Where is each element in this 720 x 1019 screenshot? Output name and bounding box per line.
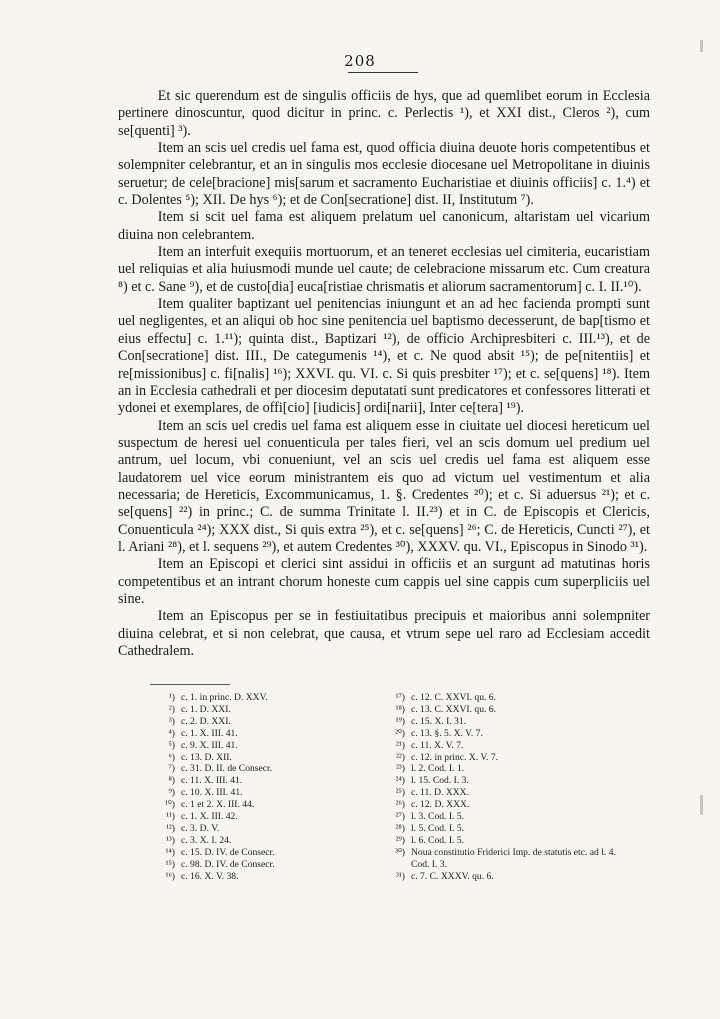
paragraph: Item si scit uel fama est aliquem prelatum uel canonicum, altaristam uel vicarium diuina non celebrantem.: [118, 209, 650, 243]
footnote: [385, 763, 630, 775]
footnote: [155, 752, 370, 764]
footnote-text: c. 1. in princ. D. XXV.: [181, 692, 268, 703]
footnote: [385, 835, 630, 847]
footnote-text: c. 98. D. IV. de Consecr.: [181, 858, 275, 870]
footnote-text: c. 2. D. XXI.: [181, 715, 231, 727]
footnote-text: c. 7. C. XXXV. qu. 6.: [411, 870, 494, 882]
footnote-text: c. 15. X. I. 31.: [411, 715, 467, 727]
footnote-number: ⁸): [168, 775, 175, 787]
footnote-text: l. 6. Cod. I. 5.: [411, 834, 465, 846]
footnote-number: ²¹): [396, 739, 405, 751]
footnote-number: ³⁰): [395, 846, 405, 858]
footnote: [385, 811, 630, 823]
footnote-text: l. 3. Cod. I. 5.: [411, 811, 465, 823]
footnote-number: ¹⁵): [165, 858, 175, 870]
page-number: 208: [344, 52, 376, 70]
footnote: [155, 811, 370, 823]
footnote-number: ²⁴): [395, 775, 405, 787]
footnote-text: c. 12. D. XXX.: [411, 799, 470, 811]
footnote-text: c. 13. C. XXVI. qu. 6.: [411, 703, 497, 715]
footnote: [155, 728, 370, 740]
footnote: [385, 847, 630, 871]
footnote-text: c. 13. §. 5. X. V. 7.: [411, 727, 483, 739]
footnote-number: ¹): [168, 692, 175, 703]
footnote-text: c. 1. X. III. 42.: [181, 811, 238, 823]
footnote-text: c. 12. C. XXVI. qu. 6.: [411, 692, 497, 703]
footnote: [385, 704, 630, 716]
footnote: [155, 871, 370, 883]
footnote-text: c. 11. X. V. 7.: [411, 739, 464, 751]
footnote-number: ⁷): [168, 763, 175, 775]
paragraph: Item qualiter baptizant uel penitencias iniungunt et an ad hec facienda prompti sunt uel negligentes, et an aliqui ob hoc sine penitencia uel baptismo decesserunt, de bap[tismo et eius effectu] c. 1.¹¹); quinta dist., Baptizari ¹²), de officio Archipresbiteri c. III.¹³), et de Con[secratione] dist. III., De categumenis ¹⁴), et c. Ne quod absit ¹⁵); de pe[nitentiis] et re[missionibus] c. fi[nalis] ¹⁶); XXVI. qu. VI. c. Si quis presbiter ¹⁷); et c. se[quens] ¹⁸). Item an in Ecclesia cathedrali et per diocesim deputatati sunt predicatores et confessores litterati et ydonei et exemplares, de offi[cio] [iudicis] ordi[narii], Inter ce[tera] ¹⁹).: [118, 296, 650, 417]
footnote: [385, 799, 630, 811]
footnote: [155, 763, 370, 775]
footnote-text: c. 1 et 2. X. III. 44.: [181, 799, 255, 811]
footnote-number: ¹³): [166, 834, 175, 846]
page-number-rule: [348, 72, 418, 73]
footnote: [155, 859, 370, 871]
footnote-number: ¹⁷): [395, 692, 405, 703]
footnote-number: ¹⁰): [165, 799, 175, 811]
footnote-number: ²⁶): [395, 799, 405, 811]
paragraph: Item an Episcopus per se in festiuitatibus precipuis et maioribus anni solempniter diuina celebrat, et si non celebrat, que causa, et vtrum sepe uel raro ad Ecclesiam accedit Cathedralem.: [118, 608, 650, 659]
footnote-number: ¹⁸): [395, 703, 405, 715]
footnote: [385, 752, 630, 764]
footnote-text: c. 1. X. III. 41.: [181, 727, 238, 739]
footnote-number: ¹⁴): [165, 846, 175, 858]
footnote-text: c. 9. X. III. 41.: [181, 739, 238, 751]
footnote-text: l. 2. Cod. I. 1.: [411, 763, 465, 775]
footnote-number: ²⁷): [395, 811, 405, 823]
footnote-number: ²⁵): [395, 787, 405, 799]
footnote: [385, 692, 630, 704]
footnote-number: ¹⁹): [395, 715, 405, 727]
paragraph: Et sic querendum est de singulis officiis de hys, que ad quemlibet eorum in Ecclesia pertinere dinoscuntur, quod dicitur in princ. c. Perlectis ¹), et XXI dist., Cleros ²), cum se[quenti] ³).: [118, 88, 650, 139]
footnote-number: ²⁸): [395, 822, 405, 834]
footnote-number: ⁵): [168, 739, 175, 751]
footnotes-left-column: [155, 692, 370, 883]
footnote: [155, 787, 370, 799]
footnote-text: c. 3. D. V.: [181, 822, 220, 834]
footnotes-rule: [150, 684, 230, 685]
footnote-number: ³¹): [396, 870, 405, 882]
footnote-text: l. 15. Cod. I. 3.: [411, 775, 469, 787]
paragraph: Item an Episcopi et clerici sint assidui in officiis et an surgunt ad matutinas horis competentibus et an intrant chorum honeste cum cappis uel sine cappis cum superpliciis uel sine.: [118, 556, 650, 607]
footnote: [385, 775, 630, 787]
footnote-number: ¹⁶): [165, 870, 175, 882]
paragraph: Item an interfuit exequiis mortuorum, et an teneret ecclesias uel cimiteria, eucaristiam uel reliquias et alia huiusmodi munde uel caute; de celebracione missarum etc. Cum creatura ⁸) et c. Sane ⁹), et de custo[dia] euca[ristiae chrismatis et aliorum sacramentorum] c. I. II.¹⁰).: [118, 244, 650, 295]
footnote: [385, 787, 630, 799]
footnote: [155, 847, 370, 859]
footnote-number: ²⁰): [395, 727, 405, 739]
footnote: [155, 740, 370, 752]
footnote: [385, 740, 630, 752]
footnote-number: ²³): [396, 763, 405, 775]
footnote: [385, 716, 630, 728]
footnote: [385, 728, 630, 740]
footnote-number: ²): [168, 703, 175, 715]
footnote-text: c. 16. X. V. 38.: [181, 870, 239, 882]
paragraph: Item an scis uel credis uel fama est aliquem esse in ciuitate uel diocesi hereticum uel suspectum de heresi uel conuenticula per tales fieri, vel an scis domum uel predium uel antrum, uel locum, vbi conueniunt, vel an scis uel credis uel fama est aliquem esse laudatorem uel vice eorum ministrantem eis quo ad victum uel vestimentum et alia necessaria; de Hereticis, Excommunicamus, 1. §. Credentes ²⁰); et c. Si aduersus ²¹); et c. se[quens] ²²) in princ.; C. de summa Trinitate l. II.²³) et in C. de Episcopis et Clericis, Conuenticula ²⁴); XXX dist., Si quis extra ²⁵), et c. se[quens] ²⁶; C. de Hereticis, Cuncti ²⁷), et l. Ariani ²⁸), et l. sequens ²⁹), et autem Credentes ³⁰), XXXV. qu. VI., Episcopus in Sinodo ³¹).: [118, 417, 650, 555]
footnote: [155, 835, 370, 847]
footnote-number: ²²): [396, 751, 405, 763]
footnote-text: c. 11. D. XXX.: [411, 787, 469, 799]
footnote-text: c. 12. in princ. X. V. 7.: [411, 751, 499, 763]
footnote: [385, 871, 630, 883]
footnote: [155, 716, 370, 728]
footnote-text: c. 31. D. II. de Consecr.: [181, 763, 273, 775]
footnote-text: c. 10. X. III. 41.: [181, 787, 243, 799]
footnote: [155, 775, 370, 787]
footnote: [155, 799, 370, 811]
footnote-text: c. 15. D. IV. de Consecr.: [181, 846, 275, 858]
footnote-number: ⁹): [168, 787, 175, 799]
footnote-number: ³): [168, 715, 175, 727]
paragraph: Item an scis uel credis uel fama est, quod officia diuina deuote horis competentibus et solempniter celebrantur, et an in singulis mos ecclesie diocesane uel Metropolitane in diuinis seruetur; de cele[bracione] mis[sarum et sacramento Eucharistiae et diuinis officiis] c. 1.⁴) et c. Dolentes ⁵); XII. De hys ⁶); et de Con[secratione] dist. II, Institutum ⁷).: [118, 140, 650, 209]
footnote-text: c. 11. X. III. 41.: [181, 775, 243, 787]
footnote-text: c. 3. X. I. 24.: [181, 834, 232, 846]
footnote-text: l. 5. Cod. I. 5.: [411, 822, 465, 834]
footnote: [155, 823, 370, 835]
footnote-text: Noua constitutio Friderici Imp. de statutis etc. ad l. 4. Cod. I. 3.: [411, 846, 616, 870]
footnotes-right-column: [385, 692, 630, 883]
footnote: [155, 704, 370, 716]
footnote: [385, 823, 630, 835]
page-edge-mark: [700, 40, 703, 52]
footnote: [155, 692, 370, 704]
footnote-number: ⁴): [168, 727, 175, 739]
footnote-text: c. 1. D. XXI.: [181, 703, 231, 715]
footnote-number: ¹²): [166, 822, 175, 834]
footnote-number: ¹¹): [166, 811, 175, 823]
footnote-number: ⁶): [168, 751, 175, 763]
page-edge-mark: [700, 795, 703, 815]
footnote-text: c. 13. D. XII.: [181, 751, 232, 763]
main-text: [118, 88, 650, 660]
footnote-number: ²⁹): [395, 834, 405, 846]
